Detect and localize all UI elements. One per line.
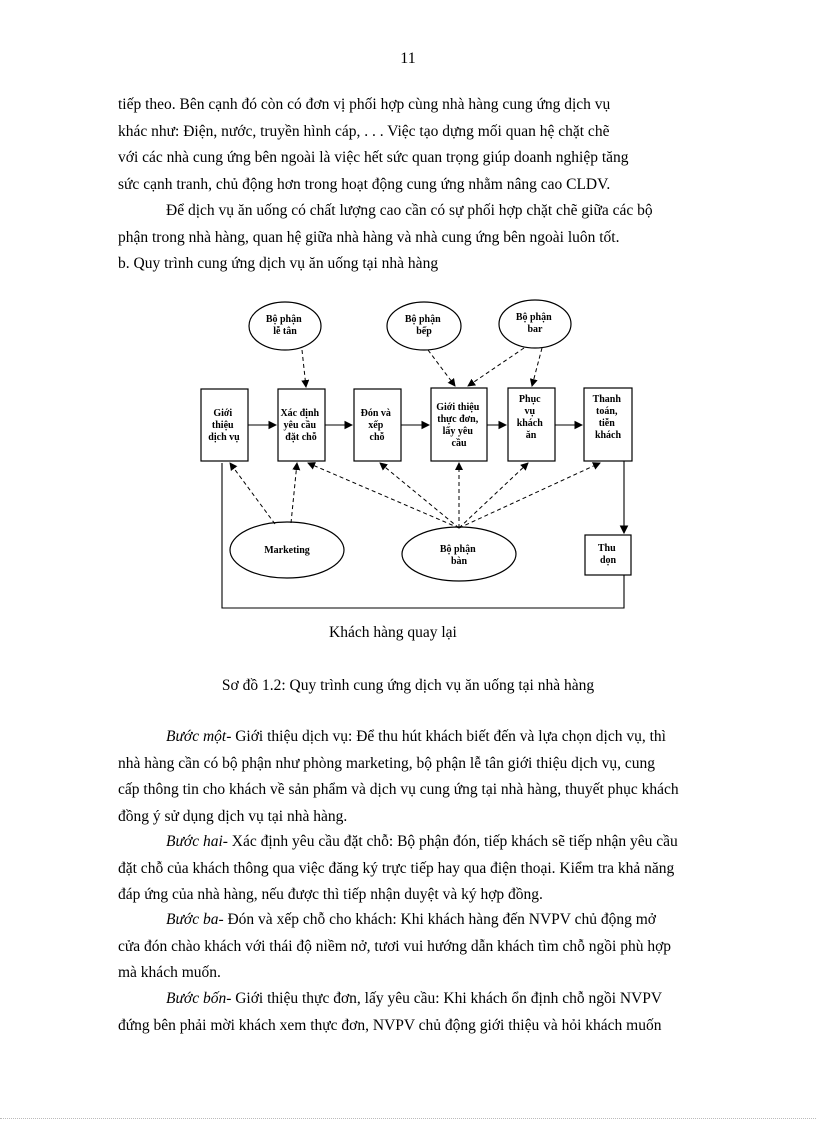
cleanup-box-label: Thu dọn	[597, 543, 617, 566]
step-2-label: Bước hai	[166, 833, 223, 850]
text-line: với các nhà cung ứng bên ngoài là việc hết sức quan trọng giúp doanh nghiệp tăng	[118, 149, 629, 166]
step-1-label: Bước một	[166, 728, 227, 745]
text-line: sức cạnh tranh, chủ động hơn trong hoạt động cung ứng nhằm nâng cao CLDV.	[118, 175, 611, 193]
text-line: mà khách muốn.	[118, 964, 221, 981]
step-box-4-label: Giới thiệu thực đơn, lấy yêu cầu	[436, 402, 480, 449]
text-line: khác như: Điện, nước, truyền hình cáp, . . . Việc tạo dựng mối quan hệ chặt chẽ	[118, 122, 610, 140]
step-box-1-label: Giới thiệu dịch vụ	[208, 408, 240, 443]
text-line: Để dịch vụ ăn uống có chất lượng cao cần có sự phối hợp chặt chẽ giữa các bộ	[166, 202, 653, 219]
page-number: 11	[400, 50, 416, 67]
loop-label: Khách hàng quay lại	[329, 624, 457, 641]
text-line: đáp ứng của nhà hàng, nếu được thì tiếp nhận duyệt và ký hợp đồng.	[118, 886, 543, 903]
step-1-paragraph	[118, 724, 738, 830]
text-line: cửa đón chào khách với thái độ niềm nở, tươi vui hướng dẫn khách tìm chỗ ngồi phù hợp	[118, 937, 672, 955]
step-box-6-label: Thanh toán, tiễn khách	[592, 394, 622, 441]
section-heading-b	[118, 251, 738, 278]
text-line: cấp thông tin cho khách về sản phẩm và dịch vụ cung ứng tại nhà hàng, thuyết phục khách	[118, 781, 679, 798]
text-line: phận trong nhà hàng, quan hệ giữa nhà hàng và nhà cung ứng bên ngoài luôn tốt.	[118, 228, 620, 246]
intro-paragraph-1	[118, 92, 738, 198]
diagram-canvas	[190, 292, 650, 622]
step-4-paragraph	[118, 986, 738, 1039]
text-line: - Đón và xếp chỗ cho khách: Khi khách hàng đến NVPV chủ động mở	[218, 911, 656, 928]
text-line: tiếp theo. Bên cạnh đó còn có đơn vị phối hợp cùng nhà hàng cung ứng dịch vụ	[118, 96, 611, 113]
oval-table-service-label: Bộ phận bàn	[439, 544, 476, 567]
oval-marketing-label: Marketing	[264, 545, 310, 556]
step-box-5-label: Phục vụ khách ăn	[516, 394, 543, 441]
step-box-3-label: Đón và xếp chỗ	[360, 408, 391, 443]
text-line: - Xác định yêu cầu đặt chỗ: Bộ phận đón, tiếp khách sẽ tiếp nhận yêu cầu	[222, 833, 678, 850]
text-line: - Giới thiệu dịch vụ: Để thu hút khách biết đến và lựa chọn dịch vụ, thì	[226, 728, 666, 745]
text-line: đồng ý sử dụng dịch vụ tại nhà hàng.	[118, 807, 348, 825]
step-4-label: Bước bốn	[166, 990, 227, 1007]
intro-paragraph-2	[118, 198, 738, 251]
oval-kitchen-label: Bộ phận bếp	[404, 314, 441, 337]
section-heading-text: b. Quy trình cung ứng dịch vụ ăn uống tại nhà hàng	[118, 255, 439, 272]
step-3-label: Bước ba	[166, 911, 219, 928]
service-process-diagram	[190, 292, 650, 622]
oval-reception-label: Bộ phận lễ tân	[265, 314, 302, 337]
step-box-2-label: Xác định yêu cầu đặt chỗ	[280, 408, 320, 443]
figure-caption: Sơ đồ 1.2: Quy trình cung ứng dịch vụ ăn uống tại nhà hàng	[221, 677, 595, 694]
step-2-paragraph	[118, 829, 738, 909]
oval-bar-label: Bộ phận bar	[515, 312, 552, 335]
step-3-paragraph	[118, 907, 738, 987]
text-line: đặt chỗ của khách thông qua việc đăng ký trực tiếp hay qua điện thoại. Kiểm tra khả năng	[118, 859, 675, 877]
text-line: đứng bên phải mời khách xem thực đơn, NVPV chủ động giới thiệu và hỏi khách muốn	[118, 1016, 662, 1034]
text-line: nhà hàng cần có bộ phận như phòng marketing, bộ phận lễ tân giới thiệu dịch vụ, cung	[118, 754, 656, 772]
page-bottom-divider	[0, 1118, 816, 1119]
text-line: - Giới thiệu thực đơn, lấy yêu cầu: Khi khách ổn định chỗ ngồi NVPV	[226, 990, 663, 1007]
